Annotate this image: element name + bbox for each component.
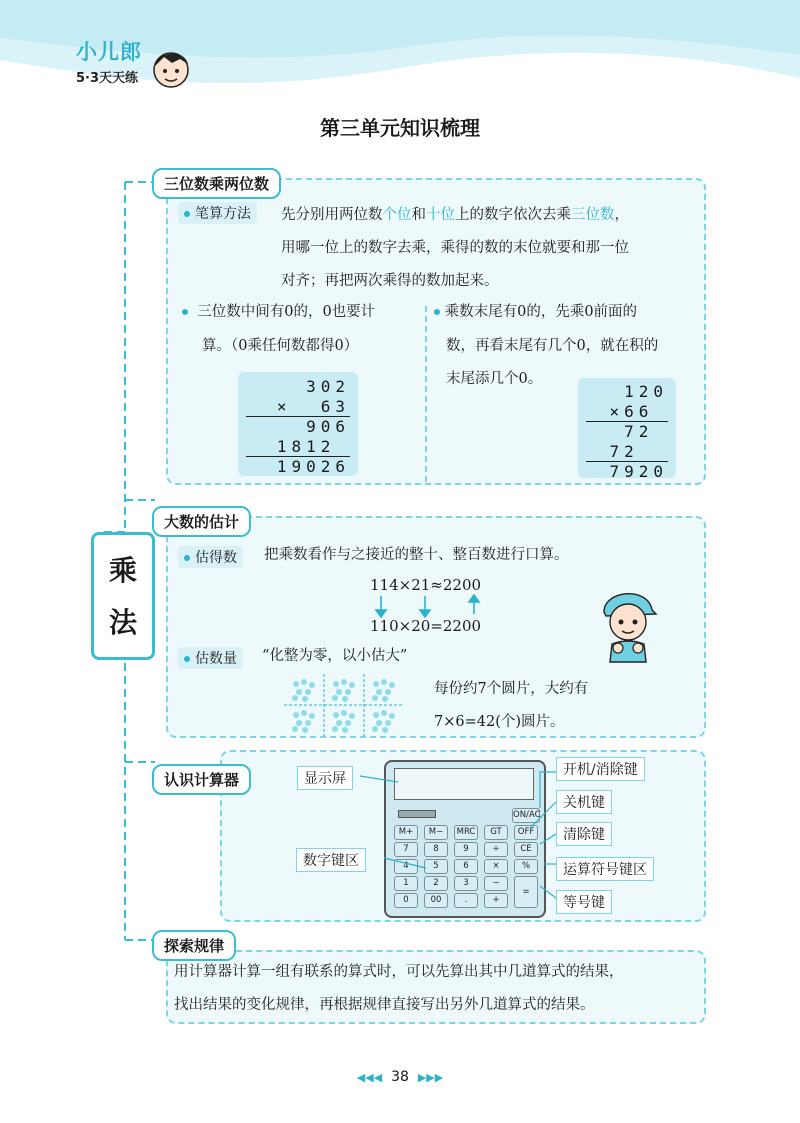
quantity-text-2: 7×6=42(个)圆片。: [434, 714, 565, 730]
label-equals: 等号键: [556, 890, 612, 914]
page-title: 第三单元知识梳理: [320, 116, 480, 140]
note-zero-end-1: 乘数末尾有0的，先乘0前面的: [434, 296, 637, 329]
key-gt[interactable]: GT: [484, 825, 508, 840]
bullet-icon: [434, 309, 440, 315]
key-off[interactable]: OFF: [514, 825, 538, 840]
key-6[interactable]: 6: [454, 859, 478, 874]
key-9[interactable]: 9: [454, 842, 478, 857]
label-numeric-keys: 数字键区: [296, 848, 366, 872]
key-multiply[interactable]: ×: [484, 859, 508, 874]
left-arrows-icon: ◀◀◀: [356, 1071, 383, 1084]
brand-logo: 小儿郎: [76, 40, 142, 64]
key-minus[interactable]: −: [484, 876, 508, 891]
key-ce[interactable]: CE: [514, 842, 538, 857]
estimate-eq-1: 114×21≈2200: [370, 576, 482, 594]
bullet-icon: [184, 656, 190, 662]
key-divide[interactable]: ÷: [484, 842, 508, 857]
section-tag-pattern: 探索规律: [152, 930, 236, 961]
note-zero-end-2: 数，再看末尾有几个0，就在积的: [446, 338, 659, 354]
estimate-arrows: [370, 594, 490, 618]
method-line-2: 用哪一位上的数字去乘，乘得的数的末位就要和那一位: [281, 240, 629, 256]
boy-mascot-icon: [150, 44, 192, 94]
label-clear: 清除键: [556, 822, 612, 846]
key-2[interactable]: 2: [424, 876, 448, 891]
key-mrc[interactable]: MRC: [454, 825, 478, 840]
estimate-eq-2: 110×20=2200: [370, 617, 482, 635]
estimate-text: 把乘数看作与之接近的整十、整百数进行口算。: [264, 547, 569, 563]
key-7[interactable]: 7: [394, 842, 418, 857]
method-line-3: 对齐；再把两次乘得的数加起来。: [281, 273, 499, 289]
calc-row: 906: [306, 417, 350, 436]
calc-row: 7920: [609, 462, 668, 481]
method-pill: 笔算方法: [178, 202, 257, 224]
key-decimal[interactable]: .: [454, 893, 478, 908]
note-zero-middle-1: 三位数中间有0的，0也要计: [182, 296, 375, 329]
section-tag-estimation: 大数的估计: [152, 506, 251, 537]
key-m-plus[interactable]: M+: [394, 825, 418, 840]
main-topic-box: [91, 532, 155, 660]
key-5[interactable]: 5: [424, 859, 448, 874]
key-m-minus[interactable]: M−: [424, 825, 448, 840]
brand-block: [76, 36, 142, 86]
calc-row: 72: [624, 422, 668, 441]
divider: [425, 306, 427, 482]
quantity-text-1: 每份约7个圆片，大约有: [434, 681, 589, 697]
method-line-1: 先分别用两位数个位和十位上的数字依次去乘三位数，: [281, 207, 629, 223]
main-topic-char-1: 乘: [108, 554, 137, 587]
quantity-pill: 估数量: [178, 647, 243, 669]
label-operators: 运算符号键区: [556, 857, 654, 881]
note-zero-middle-2: 算。（0乘任何数都得0）: [202, 338, 359, 354]
page-number: 38: [391, 1069, 409, 1085]
bullet-icon: [182, 309, 188, 315]
calc-row: 302: [306, 377, 350, 396]
key-0[interactable]: 0: [394, 893, 418, 908]
section-tag-calculator: 认识计算器: [152, 764, 251, 795]
calc-row: 72: [586, 442, 668, 462]
calc-row: × 63: [246, 397, 350, 417]
vertical-calc-left: [238, 372, 358, 476]
key-percent[interactable]: %: [514, 859, 538, 874]
calc-row: 1812: [246, 437, 350, 457]
key-1[interactable]: 1: [394, 876, 418, 891]
page-footer: [0, 1069, 800, 1085]
key-equals[interactable]: =: [514, 876, 538, 908]
key-plus[interactable]: +: [484, 893, 508, 908]
pattern-line-2: 找出结果的变化规律，再根据规律直接写出另外几道算式的结果。: [174, 997, 595, 1013]
quantity-quote: “化整为零，以小估大”: [262, 648, 408, 664]
section-tag-multiplication: 三位数乘两位数: [152, 168, 281, 199]
label-display: 显示屏: [297, 766, 353, 790]
bullet-icon: [184, 211, 190, 217]
main-topic-char-2: 法: [108, 606, 137, 639]
calculator-leader-lines: [340, 760, 580, 920]
vertical-calc-right: [578, 378, 676, 481]
pattern-line-1: 用计算器计算一组有联系的算式时，可以先算出其中几道算式的结果，: [174, 964, 624, 980]
dot-grid-image: [284, 674, 404, 736]
calc-row: 120: [624, 382, 668, 401]
brand-series: 5·3天天练: [76, 71, 139, 86]
boy-cap-illustration-icon: [596, 582, 658, 666]
note-zero-end-3: 末尾添几个0。: [446, 371, 543, 387]
label-on-clear: 开机/消除键: [556, 757, 645, 781]
right-arrows-icon: ▶▶▶: [417, 1071, 444, 1084]
estimate-pill: 估得数: [178, 546, 243, 568]
bullet-icon: [184, 555, 190, 561]
calc-row: ×66: [586, 402, 668, 422]
key-3[interactable]: 3: [454, 876, 478, 891]
label-off: 关机键: [556, 790, 612, 814]
calc-row: 19026: [276, 457, 350, 476]
key-00[interactable]: 00: [424, 893, 448, 908]
key-8[interactable]: 8: [424, 842, 448, 857]
key-4[interactable]: 4: [394, 859, 418, 874]
key-on-ac[interactable]: ON/AC: [512, 808, 540, 823]
